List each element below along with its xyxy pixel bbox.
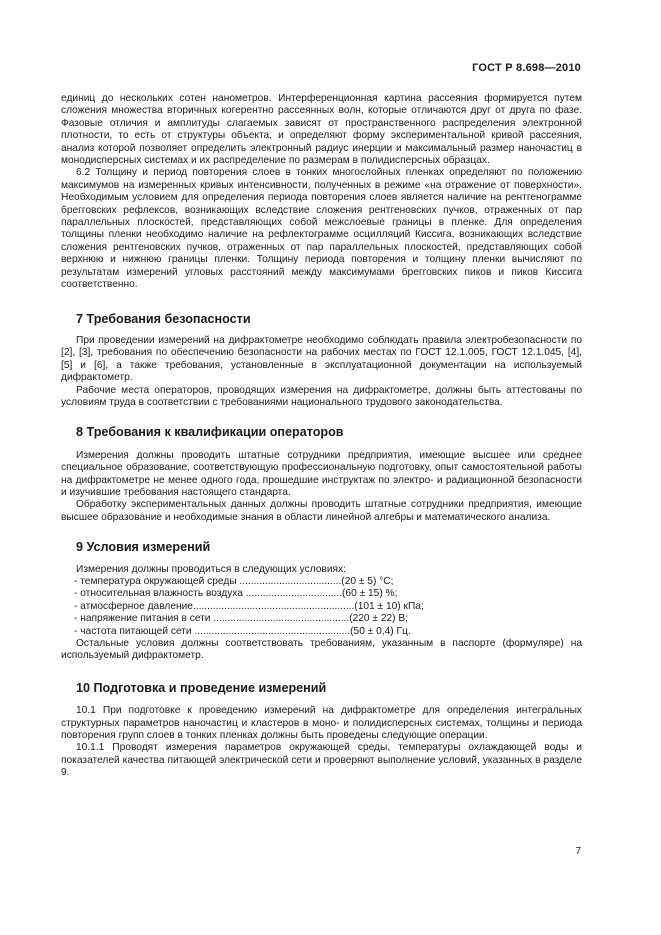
- paragraph: 10.1 При подготовке к проведению измерений на дифрактометре для определения интегральных структурных параметров наночастиц и кластеров в моно- и полидисперсных системах, толщины и периода повторения групп слоев в тонких пленках должны быть проведены следующие операции.: [61, 705, 582, 742]
- paragraph: Измерения должны проводиться в следующих условиях:: [76, 563, 346, 575]
- paragraph: единиц до нескольких сотен нанометров. Интерференционная картина рассеяния формируется путем сложения множества вторичных когерентно рассеянных волн, которые отличаются друг от друга по фазе. Фазовые отличия и амплитуды слагаемых зависят от пространственного распределения электронной плотности, то есть от структуры объекта, и определяют форму экспериментальной кривой рассеяния, анализ которой позволяет определить электронный радиус инерции и максимальный размер наночастиц в монодисперсных системах и их распределение по размерам в полидисперсных образцах.: [61, 93, 582, 167]
- conditions-list: [61, 576, 582, 638]
- list-item: - напряжение питания в сети ................................................(220 ± 22) В;: [74, 613, 409, 625]
- list-item: - атмосферное давление.........................................................(101 ± 10) кПа;: [74, 600, 424, 612]
- paragraph: Измерения должны проводить штатные сотрудники предприятия, имеющие высшее или среднее специальное образование, соответствующую профессиональную подготовку, опыт самостоятельной работы на дифрактометре не менее одного года, прошедшие инструктаж по электро- и радиационной безопасности и изучившие требования настоящего стандарта.: [61, 449, 582, 498]
- document-code: ГОСТ Р 8.698—2010: [472, 62, 581, 74]
- section-heading-10: 10 Подготовка и проведение измерений: [76, 680, 327, 695]
- paragraph: При проведении измерений на дифрактометре необходимо соблюдать правила электробезопасности по [2], [3], требования по обеспечению безопасности на рабочих местах по ГОСТ 12.1.005, ГОСТ 12.1.045, [4], [5] и [6], а также требования, установленные в эксплуатационной документации на используемый дифрактометр.: [61, 334, 582, 384]
- section-heading-9: 9 Условия измерений: [76, 540, 211, 555]
- paragraph: 10.1.1 Проводят измерения параметров окружающей среды, температуры охлаждающей воды и показателей качества питающей электрической сети и проверяют выполнение условий, указанных в разделе 9.: [61, 742, 582, 779]
- section-heading-8: 8 Требования к квалификации операторов: [76, 425, 344, 440]
- paragraph: Обработку экспериментальных данных должны проводить штатные сотрудники предприятия, имеющие высшее образование и необходимые знания в области линейной алгебры и математического анализа.: [61, 499, 582, 523]
- paragraph: Рабочие места операторов, проводящих измерения на дифрактометре, должны быть аттестованы по условиям труда в соответствии с требованиями национального трудового законодательства.: [61, 384, 582, 408]
- paragraph: Остальные условия должны соответствовать требованиям, указанным в паспорте (формуляре) на используемый дифрактометр.: [61, 638, 582, 662]
- paragraph: 6.2 Толщину и период повторения слоев в тонких многослойных пленках определяют по положению максимумов на измеренных кривых интенсивности, полученных в режиме «на отражение от поверхности». Необходимым условием для определения периода повторения слоев является наличие на рентгенограмме брегговских рефлексов, возникающих вследствие сложения рентгеновских пучков, отраженных от пар параллельных плоскостей, представляющих собой межслоевые границы в пленке. Для определения толщины пленки необходимо наличие на рефлектограмме осцилляций Киссига, возникающих вследствие сложения рентгеновских пучков, отраженных от пар параллельных плоскостей, представляющих собой верхнюю и нижнюю границы пленки. Толщину периода повторения и толщину пленки вычисляют по результатам измерений угловых расстояний между максимумами брегговских пиков и пиков Киссига соответственно.: [61, 167, 582, 291]
- list-item: - частота питающей сети .......................................................(50 ± 0,4) Гц.: [74, 625, 411, 637]
- list-item: - температура окружающей среды ....................................(20 ± 5) °С;: [74, 576, 394, 587]
- page-number: 7: [575, 846, 581, 857]
- page-content: [61, 93, 582, 780]
- list-item: - относительная влажность воздуха ..................................(60 ± 15) %;: [74, 588, 398, 600]
- section-heading-7: 7 Требования безопасности: [76, 311, 251, 326]
